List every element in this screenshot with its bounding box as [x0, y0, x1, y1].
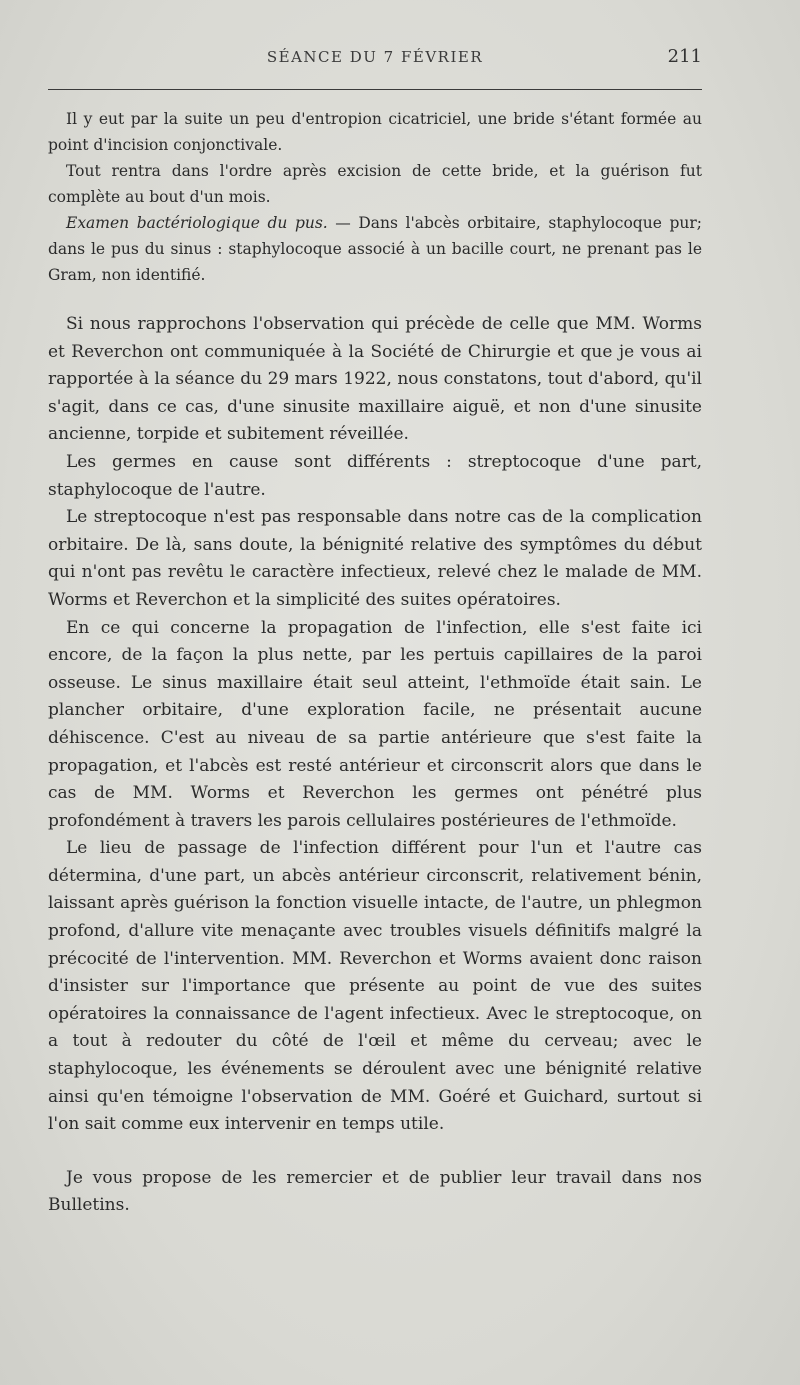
bacteriology-label: Examen bactériologique du pus.	[66, 214, 328, 232]
running-title: SÉANCE DU 7 FÉVRIER	[266, 48, 484, 66]
bacteriology-paragraph	[48, 210, 702, 288]
section-gap	[48, 1139, 702, 1165]
paragraph: Les germes en cause sont différents : streptocoque d'une part, staphylocoque de l'autre.	[48, 451, 702, 500]
section-gap	[48, 288, 702, 311]
case-report-section	[48, 106, 702, 288]
paragraph: Le lieu de passage de l'infection différent pour l'un et l'autre cas détermina, d'une part, un abcès antérieur circonscrit, relativement bénin, laissant après guérison la fonction visuelle intacte, de l'autre, un phlegmon profond, d'allure vite menaçante avec troubles visuels définitifs malgré la précocité de l'intervention. MM. Reverchon et Worms avaient donc raison d'insister sur l'importance que présente au point de vue des suites opératoires la connaissance de l'agent infectieux. Avec le streptocoque, on a tout à redouter du côté de l'œil et même du cerveau; avec le staphylocoque, les événements se déroulent avec une bénignité relative ainsi qu'en témoigne l'observation de MM. Goéré et Guichard, surtout si l'on sait comme eux intervenir en temps utile.	[48, 838, 702, 1135]
discussion-section	[48, 311, 702, 1220]
paragraph: Il y eut par la suite un peu d'entropion cicatriciel, une bride s'étant formée au point d'incision conjonctivale.	[48, 110, 702, 154]
bacteriology-text: — Dans l'abcès orbitaire, staphylocoque pur; dans le pus du sinus : staphylocoque associé à un bacille court, ne prenant pas le Gram, non identifié.	[48, 214, 702, 284]
page-number: 211	[667, 46, 702, 67]
conclusion-paragraph: Je vous propose de les remercier et de publier leur travail dans nos Bulletins.	[48, 1167, 702, 1216]
paragraph: En ce qui concerne la propagation de l'infection, elle s'est faite ici encore, de la façon la plus nette, par les pertuis capillaires de la paroi osseuse. Le sinus maxillaire était seul atteint, l'ethmoïde était sain. Le plancher orbitaire, d'une exploration facile, ne présentait aucune déhiscence. C'est au niveau de sa partie antérieure que s'est faite la propagation, et l'abcès est resté antérieur et circonscrit alors que dans le cas de MM. Worms et Reverchon les germes ont pénétré plus profondément à travers les parois cellulaires postérieures de l'ethmoïde.	[48, 617, 702, 831]
paragraph: Si nous rapprochons l'observation qui précède de celle que MM. Worms et Reverchon ont communiquée à la Société de Chirurgie et que je vous ai rapportée à la séance du 29 mars 1922, nous constatons, tout d'abord, qu'il s'agit, dans ce cas, d'une sinusite maxillaire aiguë, et non d'une sinusite ancienne, torpide et subitement réveillée.	[48, 314, 702, 445]
header-rule	[48, 89, 702, 90]
body-text	[48, 106, 702, 1220]
running-head	[48, 44, 702, 78]
paragraph: Le streptocoque n'est pas responsable dans notre cas de la complication orbitaire. De là, sans doute, la bénignité relative des symptômes du début qui n'ont pas revêtu le caractère infectieux, relevé chez le malade de MM. Worms et Reverchon et la simplicité des suites opératoires.	[48, 507, 702, 610]
paragraph: Tout rentra dans l'ordre après excision de cette bride, et la guérison fut complète au bout d'un mois.	[48, 162, 702, 206]
